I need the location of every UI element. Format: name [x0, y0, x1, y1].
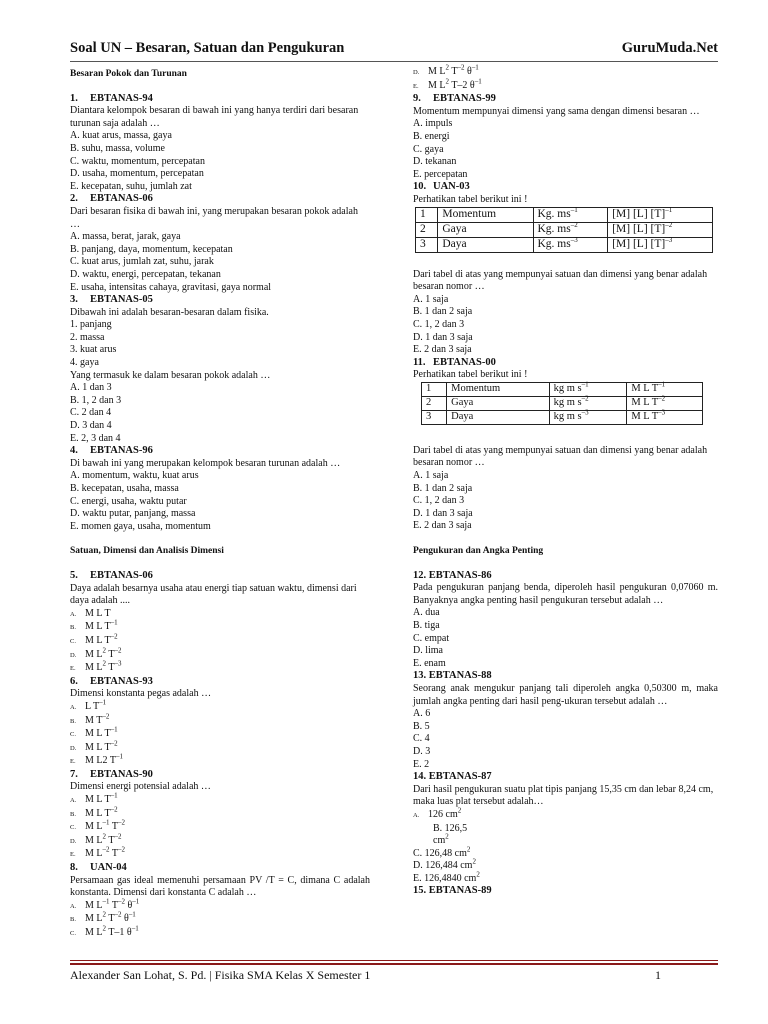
question-code: EBTANAS-89: [428, 885, 492, 897]
question-text: Dimensi konstanta pegas adalah …: [70, 688, 212, 700]
option: C. M L $T^{-2}$: [70, 632, 118, 646]
option: E. M $L^{-2}$ $T^{-2}$: [70, 846, 125, 860]
option: A. 1 saja: [413, 293, 449, 305]
table-row: 2 Gaya kg m $s^{-2}$ M L $T^{-2}$: [422, 396, 703, 410]
question-text: Seorang anak mengukur panjang tali diperoleh angka 0,50300 m, maka jumlah angka penting dari hasil peng-ukuran tersebut adalah …: [413, 682, 718, 707]
option: B. M $T^{-2}$: [70, 712, 110, 726]
question-text: Perhatikan tabel berikut ini !: [413, 369, 528, 381]
option: D. M $L^2$ $T^{-2}$ $\theta^{-1}$: [413, 63, 479, 77]
option: C. 2 dan 4: [70, 407, 112, 419]
option: B. suhu, massa, volume: [70, 142, 165, 154]
option: E. 126,4840 $cm^2$: [413, 870, 480, 884]
table-row: 3 Daya kg m $s^{-3}$ M L $T^{-3}$: [422, 410, 703, 424]
units-table: [415, 207, 713, 253]
table-row: 3 Daya Kg. $ms^{-3}$ [M] [L] $[T]^{-3}$: [416, 237, 713, 252]
question-text: Dari besaran fisika di bawah ini, yang merupakan besaran pokok adalah …: [70, 205, 358, 230]
option: B. tiga: [413, 620, 440, 631]
question-6: 6. EBTANAS-93 Dimensi konstanta pegas adalah … A. L $T^{-1}$ B. M $T^{-2}$ C. M L $T^{-1}$ D. M L $T^{-2}$ E. M L2 $T^{-1}$: [70, 676, 370, 769]
option: C. M L $T^{-1}$: [70, 725, 118, 740]
option: C. kuat arus, jumlah zat, suhu, jarak: [70, 256, 214, 268]
question-15: 15. EBTANAS-89: [413, 885, 492, 897]
question-text: Pada pengukuran panjang benda, diperoleh hasil pengukuran 0,07060 m. Banyaknya angka penting hasil pengukuran tersebut adalah …: [413, 582, 718, 606]
question-text: Dimensi energi potensial adalah …: [70, 781, 211, 793]
question-text: Dari hasil pengukuran suatu plat tipis panjang 15,35 cm dan lebar 8,24 cm, maka luas plat tersebut adalah…: [413, 783, 714, 808]
option: E. enam: [413, 657, 446, 669]
option: B. 126,5: [433, 822, 468, 834]
option: D. 126,484 $cm^2$: [413, 857, 476, 872]
option: B. 1, 2 dan 3: [70, 394, 122, 406]
option: D. 1 dan 3 saja: [413, 507, 473, 519]
option: E. kecepatan, suhu, jumlah zat: [70, 180, 192, 192]
question-9: 9. EBTANAS-99 Momentum mempunyai dimensi yang sama dengan dimensi besaran … A. impuls B. energi C. gaya D. tekanan E. percepatan: [413, 93, 718, 181]
question-text: Diantara kelompok besaran di bawah ini yang hanya terdiri dari besaran turunan saja adalah …: [70, 105, 359, 129]
question-text: Perhatikan tabel berikut ini !: [413, 193, 528, 205]
option: C. empat: [413, 632, 450, 644]
option: A. dua: [413, 607, 440, 619]
question-code: EBTANAS-93: [90, 675, 153, 687]
option: E. M $L^2$ $T^{-3}$: [70, 659, 122, 674]
question-code: UAN-04: [90, 862, 127, 874]
option: D. 1 dan 3 saja: [413, 331, 473, 343]
option: B. kecepatan, usaha, massa: [70, 483, 179, 494]
site-name: GuruMuda.Net: [621, 40, 718, 56]
option: E. 2, 3 dan 4: [70, 432, 121, 444]
question-code: EBTANAS-87: [428, 771, 492, 783]
option: E. 2 dan 3 saja: [413, 520, 472, 532]
option: D. waktu, energi, percepatan, tekanan: [70, 268, 221, 280]
question-code: EBTANAS-88: [428, 670, 492, 682]
option: B. M L $T^{-2}$: [70, 805, 118, 819]
question-3: 3. EBTANAS-05 Dibawah ini adalah besaran-besaran dalam fisika. 1. panjang 2. massa 3. kuat arus 4. gaya Yang termasuk ke dalam besaran pokok adalah … A. 1 dan 3 B. 1, 2 dan 3 C. 2 dan 4 D. 3 dan 4 E. 2, 3 dan 4: [70, 294, 370, 445]
option: A. impuls: [413, 118, 453, 130]
option: A. 1 dan 3: [70, 382, 112, 394]
question-1: 1. EBTANAS-94 Diantara kelompok besaran di bawah ini yang hanya terdiri dari besaran turunan saja adalah … A. kuat arus, massa, gaya B. suhu, massa, volume C. waktu, momentum, percepatan D. usaha, momentum, percepatan E. kecepatan, suhu, jumlah zat: [70, 93, 370, 194]
question-code: EBTANAS-90: [90, 768, 153, 780]
question-text: Daya adalah besarnya usaha atau energi tiap satuan waktu, dimensi dari daya adalah ....: [70, 582, 357, 607]
option: C. 126,48 $cm^2$: [413, 845, 471, 859]
right-column: [413, 63, 718, 898]
document-title: Soal UN – Besaran, Satuan dan Pengukuran: [70, 40, 345, 56]
question-10: 10. UAN-03 Perhatikan tabel berikut ini ! 1 Momentum Kg. $ms^{-1}$ [M] [L] $[T]^{-1}$ 2 Gaya Kg. $ms^{-2}$ [M] [L] $[T]^{-2}$ 3 Daya Kg. $ms^{-3}$ [M] [L] $[T]^{-3}$ Dari tabel di atas yang mempunyai satuan dan dimensi yang benar adalah besaran nomor … A. 1 saja B. 1 dan 2 saja C. 1, 2 dan 3 D. 1 dan 3 saja E. 2 dan 3 saja: [413, 181, 718, 356]
option: C. M $L^2$ T–1 $\theta^{-1}$: [70, 924, 139, 938]
question-text: Momentum mempunyai dimensi yang sama dengan dimensi besaran …: [413, 105, 700, 117]
question-4: 4. EBTANAS-96 Di bawah ini yang merupakan kelompok besaran turunan adalah … A. momentum, waktu, kuat arus B. kecepatan, usaha, massa C. energi, usaha, waktu putar D. waktu putar, panjang, massa E. momen gaya, usaha, momentum: [70, 445, 370, 533]
question-code: EBTANAS-00: [433, 356, 496, 368]
section-heading: Besaran Pokok dan Turunan: [70, 69, 187, 79]
option: D. lima: [413, 645, 443, 657]
option: A. momentum, waktu, kuat arus: [70, 470, 199, 482]
question-14: 14. EBTANAS-87 Dari hasil pengukuran suatu plat tipis panjang 15,35 cm dan lebar 8,24 cm, maka luas plat tersebut adalah… A. 126 $cm^2$ B. 126,5 $cm^2$ C. 126,48 $cm^2$ D. 126,484 $cm^2$ E. 126,4840 $cm^2$: [413, 771, 718, 885]
question-text: Dibawah ini adalah besaran-besaran dalam fisika.: [70, 306, 269, 318]
option: D. 3: [413, 745, 431, 757]
footer-divider: [70, 960, 718, 961]
question-code: EBTANAS-94: [90, 92, 153, 104]
question-5: 5. EBTANAS-06 Daya adalah besarnya usaha atau energi tiap satuan waktu, dimensi dari daya adalah .... A. M L T B. M L $T^{-1}$ C. M L $T^{-2}$ D. M $L^2$ $T^{-2}$ E. M $L^2$ $T^{-3}$: [70, 570, 370, 676]
option: A. M L $T^{-1}$: [70, 791, 118, 806]
option: C. 1, 2 dan 3: [413, 495, 465, 507]
option: E. momen gaya, usaha, momentum: [70, 520, 211, 532]
question-text: Dari tabel di atas yang mempunyai satuan dan dimensi yang benar adalah besaran nomor …: [413, 444, 708, 469]
question-text: Persamaan gas ideal memenuhi persamaan PV /T = C, dimana C adalah konstanta. Dimensi dari konstanta C adalah …: [70, 874, 370, 899]
question-code: EBTANAS-86: [428, 569, 492, 581]
option: D. tekanan: [413, 156, 457, 168]
option: $cm^2$: [433, 832, 449, 847]
option: D. 3 dan 4: [70, 420, 112, 432]
footer-divider: [70, 963, 718, 965]
question-11: 11. EBTANAS-00 Perhatikan tabel berikut ini ! 1 Momentum kg m $s^{-1}$ M L $T^{-1}$ 2 Gaya kg m $s^{-2}$ M L $T^{-2}$ 3 Daya kg m $s^{-3}$ M L $T^{-3}$ Dari tabel di atas yang mempunyai satuan dan dimensi yang benar adalah besaran nomor … A. 1 saja B. 1 dan 2 saja C. 1, 2 dan 3 D. 1 dan 3 saja E. 2 dan 3 saja: [413, 357, 718, 533]
option: A. M L T: [70, 607, 111, 619]
option: D. usaha, momentum, percepatan: [70, 168, 204, 180]
option: B. panjang, daya, momentum, kecepatan: [70, 243, 233, 255]
option: E. 2 dan 3 saja: [413, 344, 472, 356]
question-7: 7. EBTANAS-90 Dimensi energi potensial adalah … A. M L $T^{-1}$ B. M L $T^{-2}$ C. M $L^{-1}$ $T^{-2}$ D. M $L^2$ $T^{-2}$ E. M $L^{-2}$ $T^{-2}$: [70, 769, 370, 862]
list-item: 4. gaya: [70, 357, 99, 369]
option: B. energi: [413, 130, 450, 142]
option: E. usaha, intensitas cahaya, gravitasi, gaya normal: [70, 281, 272, 293]
option: D. M L $T^{-2}$: [70, 739, 118, 753]
list-item: 3. kuat arus: [70, 344, 117, 356]
table-row: 1 Momentum kg m $s^{-1}$ M L $T^{-1}$: [422, 382, 703, 396]
option: A. L $T^{-1}$: [70, 698, 107, 712]
option: D. M $L^2$ $T^{-2}$: [70, 646, 122, 660]
question-code: EBTANAS-06: [90, 569, 153, 581]
question-code: EBTANAS-96: [90, 445, 153, 457]
left-column: [70, 66, 370, 941]
units-table: [421, 382, 703, 425]
option: E. percepatan: [413, 168, 468, 180]
section-heading: Pengukuran dan Angka Penting: [413, 546, 544, 557]
option: C. energi, usaha, waktu putar: [70, 495, 187, 507]
option: A. 6: [413, 708, 431, 720]
question-2: 2. EBTANAS-06 Dari besaran fisika di bawah ini, yang merupakan besaran pokok adalah … A. massa, berat, jarak, gaya B. panjang, daya, momentum, kecepatan C. kuat arus, jumlah zat, suhu, jarak D. waktu, energi, percepatan, tekanan E. usaha, intensitas cahaya, gravitasi, gaya normal: [70, 193, 370, 294]
option: A. kuat arus, massa, gaya: [70, 130, 172, 142]
question-code: UAN-03: [433, 181, 470, 193]
question-code: EBTANAS-05: [90, 294, 153, 306]
question-code: EBTANAS-99: [433, 93, 496, 105]
page-number: 1: [655, 968, 661, 982]
option: C. 1, 2 dan 3: [413, 318, 465, 330]
question-13: 13. EBTANAS-88 Seorang anak mengukur panjang tali diperoleh angka 0,50300 m, maka jumlah angka penting dari hasil peng-ukuran tersebut adalah … A. 6 B. 5 C. 4 D. 3 E. 2: [413, 670, 718, 770]
option: E. M $L^2$ T–2 $\theta^{-1}$: [413, 77, 482, 91]
option: A. massa, berat, jarak, gaya: [70, 231, 181, 243]
option: C. gaya: [413, 143, 444, 155]
question-text: Yang termasuk ke dalam besaran pokok adalah …: [70, 369, 271, 381]
page-header: [70, 38, 718, 62]
table-row: 1 Momentum Kg. $ms^{-1}$ [M] [L] $[T]^{-1}$: [416, 207, 713, 222]
question-8: 8. UAN-04 Persamaan gas ideal memenuhi persamaan PV /T = C, dimana C adalah konstanta. Dimensi dari konstanta C adalah … A. M $L^{-1}$ $T^{-2}$ $\theta^{-1}$ B. M $L^2$ $T^{-2}$ $\theta^{-1}$ C. M $L^2$ T–1 $\theta^{-1}$: [70, 862, 370, 941]
option: A. 126 $cm^2$: [413, 806, 462, 820]
list-item: 1. panjang: [70, 319, 112, 331]
question-code: EBTANAS-06: [90, 193, 153, 205]
option: B. M L $T^{-1}$: [70, 619, 118, 633]
option: D. waktu putar, panjang, massa: [70, 508, 196, 520]
section-heading: Satuan, Dimensi dan Analisis Dimensi: [70, 546, 224, 557]
option: D. M $L^2$ $T^{-2}$: [70, 832, 122, 846]
question-text: Di bawah ini yang merupakan kelompok besaran turunan adalah …: [70, 457, 341, 469]
question-text: Dari tabel di atas yang mempunyai satuan dan dimensi yang benar adalah besaran nomor …: [413, 268, 708, 293]
question-12: 12. EBTANAS-86 Pada pengukuran panjang benda, diperoleh hasil pengukuran 0,07060 m. Banyaknya angka penting hasil pengukuran tersebut adalah … A. dua B. tiga C. empat D. lima E. enam: [413, 569, 718, 669]
option: A. 1 saja: [413, 470, 449, 482]
footer-author: Alexander San Lohat, S. Pd. | Fisika SMA Kelas X Semester 1: [70, 968, 371, 982]
option: B. M $L^2$ $T^{-2}$ $\theta^{-1}$: [70, 911, 136, 925]
option: B. 1 dan 2 saja: [413, 482, 473, 494]
option: C. 4: [413, 733, 430, 745]
option: C. waktu, momentum, percepatan: [70, 155, 205, 167]
option: B. 5: [413, 720, 430, 732]
option: E. M L2 $T^{-1}$: [70, 752, 123, 767]
option: E. 2: [413, 758, 430, 770]
list-item: 2. massa: [70, 331, 105, 343]
option: A. M $L^{-1}$ $T^{-2}$ $\theta^{-1}$: [70, 897, 140, 911]
option: B. 1 dan 2 saja: [413, 306, 473, 318]
option: C. M $L^{-1}$ $T^{-2}$: [70, 818, 125, 833]
table-row: 2 Gaya Kg. $ms^{-2}$ [M] [L] $[T]^{-2}$: [416, 222, 713, 237]
